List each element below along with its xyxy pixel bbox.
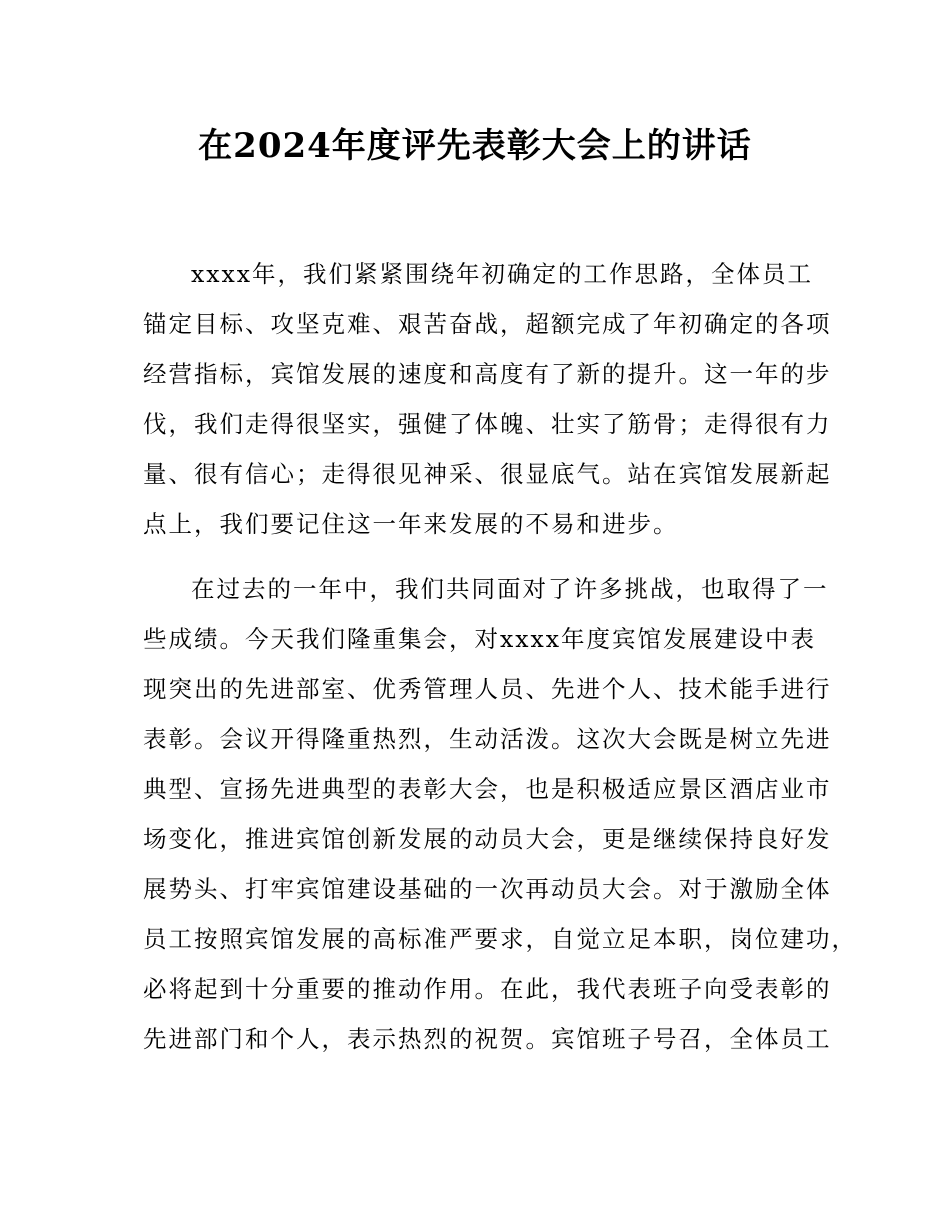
paragraph-line: 典型、宣扬先进典型的表彰大会，也是积极适应景区酒店业市 bbox=[143, 775, 832, 803]
paragraph-line: 表彰。会议开得隆重热烈，生动活泼。这次大会既是树立先进 bbox=[143, 725, 832, 753]
paragraph-line: 展势头、打牢宾馆建设基础的一次再动员大会。对于激励全体 bbox=[143, 875, 832, 903]
paragraph-line: xxxx年，我们紧紧围绕年初确定的工作思路，全体员工 bbox=[191, 260, 814, 288]
paragraph-line: 锚定目标、攻坚克难、艰苦奋战，超额完成了年初确定的各项 bbox=[143, 310, 832, 338]
paragraph-line: 场变化，推进宾馆创新发展的动员大会，更是继续保持良好发 bbox=[143, 825, 832, 853]
paragraph-line: 必将起到十分重要的推动作用。在此，我代表班子向受表彰的 bbox=[143, 975, 832, 1003]
paragraph-line: 经营指标，宾馆发展的速度和高度有了新的提升。这一年的步 bbox=[143, 360, 832, 388]
paragraph-line: 些成绩。今天我们隆重集会，对xxxx年度宾馆发展建设中表 bbox=[143, 625, 817, 653]
document-title: 在2024年度评先表彰大会上的讲话 bbox=[198, 126, 752, 166]
paragraph-line: 现突出的先进部室、优秀管理人员、先进个人、技术能手进行 bbox=[143, 675, 832, 703]
paragraph-line: 伐，我们走得很坚实，强健了体魄、壮实了筋骨；走得很有力 bbox=[143, 410, 832, 438]
paragraph-line: 先进部门和个人，表示热烈的祝贺。宾馆班子号召，全体员工 bbox=[143, 1025, 832, 1053]
paragraph-line: 员工按照宾馆发展的高标准严要求，自觉立足本职，岗位建功， bbox=[143, 925, 857, 953]
paragraph-line: 量、很有信心；走得很见神采、很显底气。站在宾馆发展新起 bbox=[143, 460, 832, 488]
paragraph-line: 在过去的一年中，我们共同面对了许多挑战，也取得了一 bbox=[191, 575, 829, 603]
paragraph-line: 点上，我们要记住这一年来发展的不易和进步。 bbox=[143, 510, 679, 538]
